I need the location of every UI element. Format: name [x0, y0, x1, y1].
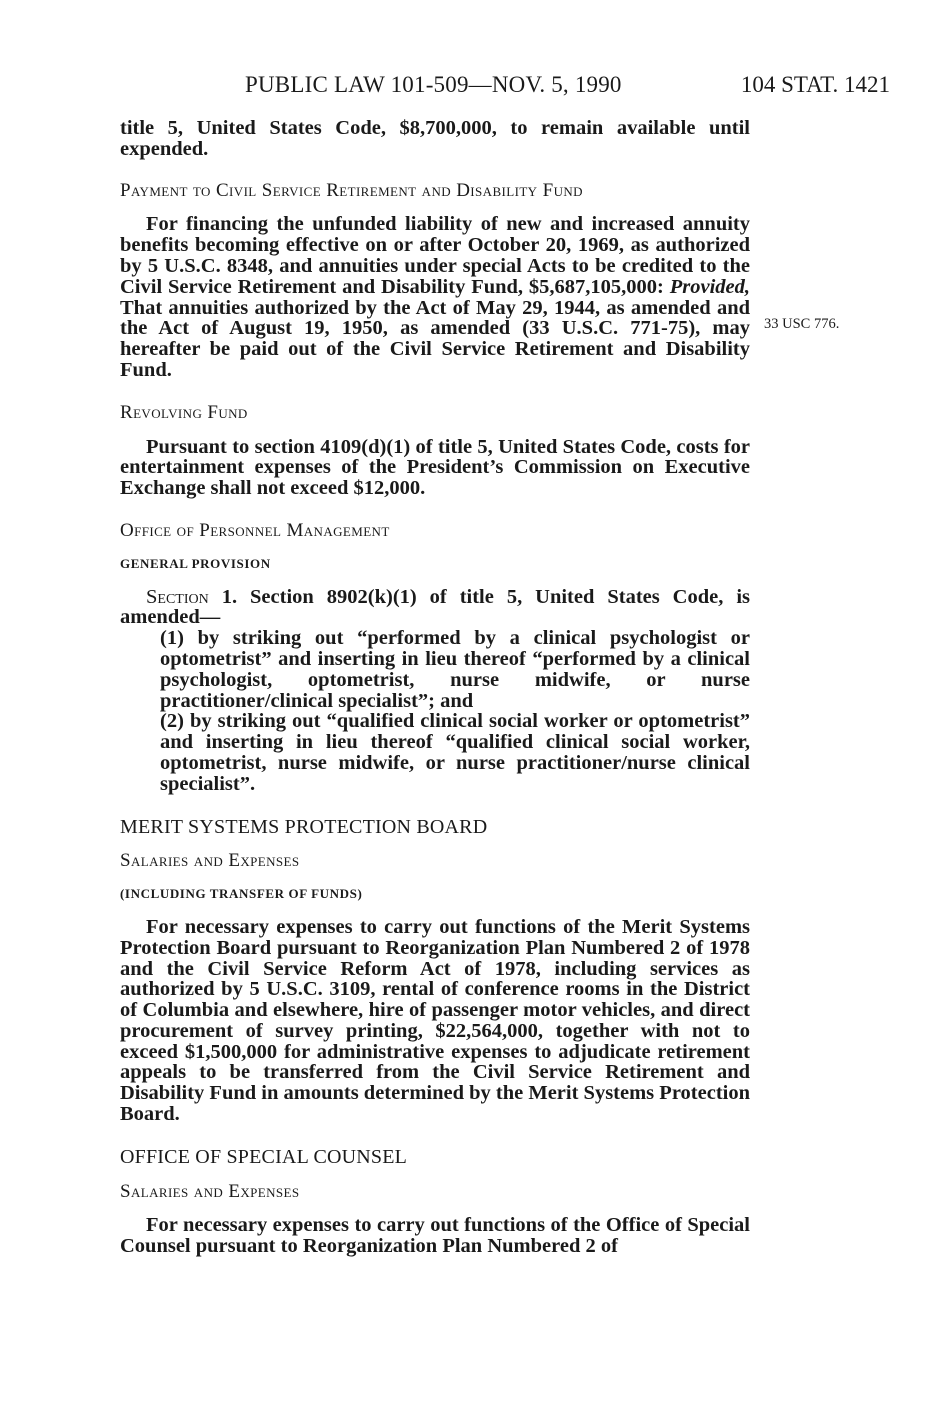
margin-citation: 33 USC 776.	[764, 316, 840, 332]
revolving-paragraph: Pursuant to section 4109(d)(1) of title 5, United States Code, costs for entertainment expenses of the President’s Commission on Executive Exchange shall not exceed $12,000.	[120, 435, 750, 500]
merit-paragraph: For necessary expenses to carry out functions of the Merit Systems Protection Board pursuant to Reorganization Plan Numbered 2 of 1978 and the Civil Service Reform Act of 1978, including services as authorized by 5 U.S.C. 3109, rental of conference rooms in the District of Columbia and elsewhere, hire of passenger motor vehicles, and direct procurement of survey printing, $22,564,000, together with not to exceed $1,500,000 for administrative expenses to adjudicate retirement appeals to be transferred from the Civil Service Retirement and Disability Fund in amounts determined by the Merit Systems Protection Board.	[120, 915, 750, 1126]
amendment-item-1: (1) by striking out “performed by a clinical psychologist or optometrist” and inserting in lieu thereof “performed by a clinical psychologist, optometrist, nurse midwife, or nurse practitioner/clinical specialist”; and	[160, 627, 750, 712]
provided-term: Provided,	[669, 275, 750, 298]
heading-opm: Office of Personnel Management	[120, 519, 390, 541]
section-1-paragraph	[120, 587, 750, 629]
heading-salaries-osc: Salaries and Expenses	[120, 1180, 300, 1202]
running-title: PUBLIC LAW 101-509—NOV. 5, 1990	[245, 72, 622, 97]
payment-text-a: For financing the unfunded liability of new and increased annuity benefits becoming effective on or after October 20, 1969, as authorized by 5 U.S.C. 8348, and annuities under special Acts to be credited to the Civil Service Retirement and Disability Fund, $5,687,105,000:	[120, 213, 750, 298]
heading-special-counsel: OFFICE OF SPECIAL COUNSEL	[120, 1145, 408, 1168]
page-body	[120, 118, 750, 1257]
amendment-item-2: (2) by striking out “qualified clinical social worker or optometrist” and inserting in lieu thereof “qualified clinical social worker, optometrist, nurse midwife, or nurse practitioner/nurse clinical specialist”.	[160, 710, 750, 795]
heading-general-provision: GENERAL PROVISION	[120, 555, 271, 571]
heading-including-transfer: (INCLUDING TRANSFER OF FUNDS)	[120, 886, 363, 902]
payment-paragraph	[120, 214, 750, 380]
section-text: 1. Section 8902(k)(1) of title 5, United States Code, is amended—	[120, 585, 750, 629]
payment-text-b: That annuities authorized by the Act of May 29, 1944, as amended and the Act of August 19, 1950, as amended (33 U.S.C. 771-75), may hereafter be paid out of the Civil Service Retirement and Disability Fund.	[120, 296, 750, 381]
intro-paragraph: title 5, United States Code, $8,700,000, to remain available until expended.	[120, 117, 750, 160]
heading-revolving-fund: Revolving Fund	[120, 401, 248, 423]
heading-salaries-merit: Salaries and Expenses	[120, 850, 300, 872]
section-label: Section	[146, 585, 209, 608]
osc-paragraph: For necessary expenses to carry out functions of the Office of Special Counsel pursuant to Reorganization Plan Numbered 2 of	[120, 1214, 750, 1258]
page-header	[120, 72, 890, 102]
heading-merit-board: MERIT SYSTEMS PROTECTION BOARD	[120, 815, 488, 838]
heading-payment: Payment to Civil Service Retirement and Disability Fund	[120, 179, 583, 201]
statute-page-number: 104 STAT. 1421	[740, 72, 890, 97]
